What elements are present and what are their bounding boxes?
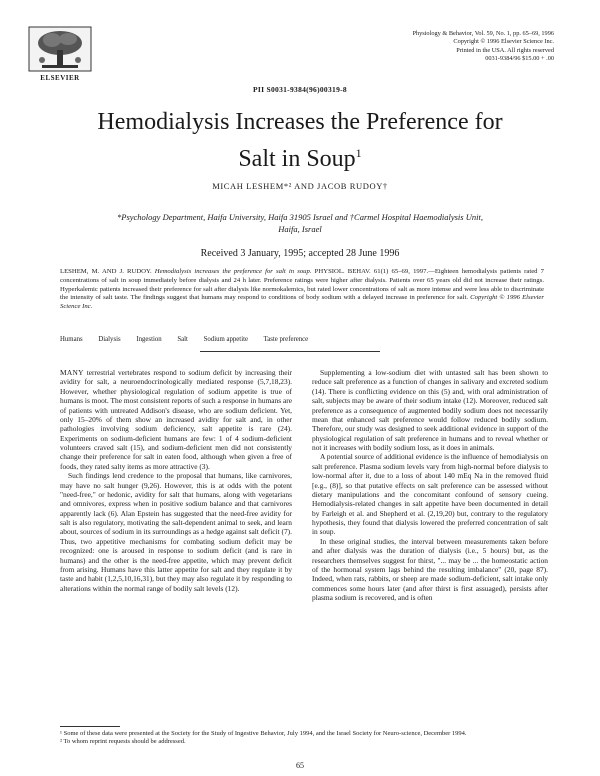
paragraph-text: terrestrial vertebrates respond to sodium deficit by increasing their avidity for salt, a neuroendocrinologically mediated response (5,7,18,23). However, whether physiological regulation of sodium appetite is true of humans is moot. The most consistent reports of such a response in humans are of patients with untreated Addison's disease, who are sodium deficient. Yet, only 15–20% of them show an increased avidity for salt and, in other pathologies involving sodium deficiency, salt appetite is rare (24). Experiments on sodium-deficient humans are few: 1 of 4 sodium-deficient volunteers craved salt (15), and sodium-deficient men did not consistently change their preference for salt in eaten food, although when given a free of foods, they rated salty items as more attractive (3). xyxy=(60,368,292,471)
body-column-left xyxy=(60,368,292,593)
author-list: MICAH LESHEM*² AND JACOB RUDOY† xyxy=(212,181,388,191)
journal-copyright-line: Copyright © 1996 Elsevier Science Inc. xyxy=(453,38,554,46)
page-number: 65 xyxy=(296,761,304,770)
pii-identifier: PII S0031-9384(96)00319-8 xyxy=(253,85,347,94)
abstract-citation-authors: LESHEM, M. AND J. RUDOY. xyxy=(60,268,155,275)
paragraph-text: In these original studies, the interval between measurements taken before and after dialysis was the duration of dialysis (i.e., 5 hours) but, as the researchers themselves suggest for thirst, "... may be ... the homeostatic action of the hormonal system lags behind the resulting imbalance" (20, page 87). Indeed, when rats, rabbits, or sheep are made sodium-deficient, salt intake only commences some hours later (and after thirst is first assuaged), persists after plasma sodium is recovered, and is often xyxy=(312,536,548,602)
title-line-1: Hemodialysis Increases the Preference for xyxy=(97,109,503,135)
abstract-citation-title: Hemodialysis increases the preference for salt in soup. xyxy=(154,268,312,275)
keywords-divider xyxy=(200,351,380,352)
journal-code-line: 0031-9384/96 $15.00 + .00 xyxy=(485,55,554,63)
footnote-divider xyxy=(60,726,120,727)
keyword: Humans xyxy=(60,336,83,343)
body-column-right xyxy=(312,368,548,602)
keywords xyxy=(60,336,544,343)
body-paragraph xyxy=(60,368,292,471)
body-paragraph xyxy=(312,537,548,603)
title-line-2-text: Salt in Soup xyxy=(238,146,356,172)
body-paragraph xyxy=(60,471,292,593)
keyword: Dialysis xyxy=(98,336,121,343)
journal-citation-line: Physiology & Behavior, Vol. 59, No. 1, pp. 65–69, 1996 xyxy=(412,30,554,37)
body-paragraph xyxy=(312,368,548,452)
keyword: Sodium appetite xyxy=(203,336,248,343)
paragraph-text: Such findings lend credence to the proposal that humans, like carnivores, may have no salt hunger (9,26). However, this is at odds with the potent "need-free," or hedonic, avidity for salt that humans, along with vegetarians and omnivores, express when in positive sodium balance and that carnivores apparently lack (6). Alan Epstein has suggested that the need-free avidity for salt is also regulatory, motivating the salt-dependent animal to seek, and learn about, sources of sodium in its surroundings as a hedge against salt deficit (7). Thus, two appetitive mechanisms for combating sodium deficit may be recognized: one is aroused in response to sodium deficit (and is rare in humans) and the other is the need-free appetite, which may prevent deficit from arising. Humans have this latter appetite for salt and they regulate it by taste and habit (1,2,5,10,16,31), but they may also regulate it by responding to alterations within the normal range of bodily salt levels (12). xyxy=(60,471,292,593)
abstract-citation-journal: PHYSIOL. BEHAV. 61(1) 65–69, 1997. xyxy=(311,268,429,275)
abstract xyxy=(60,268,544,312)
title-line-2 xyxy=(60,138,540,175)
affiliation-line-1: *Psychology Department, Haifa University, Haifa 31905 Israel and †Carmel Hospital Haemodialysis Unit, xyxy=(117,212,483,222)
keyword: Taste preference xyxy=(263,336,309,343)
abstract-copyright: Copyright © 1996 Elsevier Science Inc. xyxy=(60,294,544,311)
footnotes xyxy=(60,730,548,746)
paragraph-text: Supplementing a low-sodium diet with untasted salt has been shown to reduce salt preference as a function of changes in salivary and excreted sodium (14). There is conflicting evidence on this (5) and, with oral administration of salt, subjects may be aware of their sodium intake (12). Moreover, reduced salt preference as a consequence of augmented bodily sodium does not necessarily mean that enhanced salt preference would follow reduced bodily sodium. Therefore, our study was designed to seek additional evidence in support of the physiological regulation of salt preference in humans and to reveal whether or not it increases with bodily sodium loss, as it does in animals. xyxy=(312,368,548,452)
journal-printed-line: Printed in the USA. All rights reserved xyxy=(456,46,554,54)
abstract-text: —Eighteen hemodialysis patients rated 7 concentrations of salt in soup immediately before dialysis and 24 h later. Preference ratings were higher after dialysis. Patients over 65 years old did not increase their ratings. Hyperkalemic patients increased their preference for salt after dialysis like normokalemics, but rated lower concentrations of salt as more intense and were less able to discriminate the intensity of salt taste. The findings suggest that humans may respond to conditions of body sodium with a delayed increase in preference for salt. xyxy=(60,268,544,302)
paragraph-lead: MANY xyxy=(60,368,84,377)
article-title xyxy=(60,107,540,175)
paragraph-text: A potential source of additional evidence is the influence of hemodialysis on salt preference. Plasma sodium levels vary from high-normal before dialysis to low-normal after it, due to a loss of about 140 mEq Na in the removed fluid [e.g., (8)], so that putative effects on salt preference can be assessed without dietary manipulations and the concomitant confound of sensory cueing. Hemodialysis-related changes in salt appetite have been documented in detail by Farleigh et al. and Shepherd et al. (2,19,20) but, contrary to the regulatory hypothesis, they found that dialysis lowered the preferred concentration of salt in soup. xyxy=(312,452,548,537)
elsevier-tree-logo xyxy=(28,26,92,72)
journal-info xyxy=(364,30,554,64)
received-dates: Received 3 January, 1995; accepted 28 June 1996 xyxy=(200,248,400,259)
footnote: ¹ Some of these data were presented at the Society for the Study of Ingestive Behavior, July 1994, and the Israel Society for Neuro-science, December 1994. xyxy=(60,730,467,737)
affiliation-line-2: Haifa, Israel xyxy=(278,224,322,234)
keyword: Ingestion xyxy=(136,336,162,343)
title-footnote-mark: 1 xyxy=(355,146,362,160)
publisher-name: ELSEVIER xyxy=(40,74,80,82)
body-paragraph xyxy=(312,452,548,536)
footnote: ² To whom reprint requests should be addressed. xyxy=(60,738,186,746)
affiliation xyxy=(60,211,540,235)
keyword: Salt xyxy=(177,336,188,343)
